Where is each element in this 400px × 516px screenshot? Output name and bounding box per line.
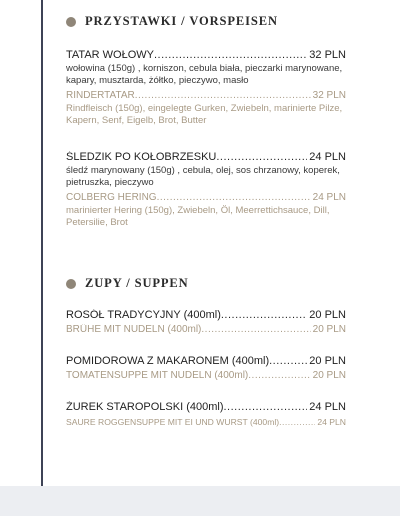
item-name-pl: ŻUREK STAROPOLSKI (400ml) xyxy=(66,401,224,413)
page-bottom-margin xyxy=(0,486,400,516)
item-name-de: BRÜHE MIT NUDELN (400ml) xyxy=(66,324,202,335)
vertical-accent-line xyxy=(41,0,43,486)
item-name-de: SAURE ROGGENSUPPE MIT EI UND WURST (400ml) xyxy=(66,417,280,427)
item-name-pl: TATAR WOŁOWY xyxy=(66,49,154,61)
item-description-de: Rindfleisch (150g), eingelegte Gurken, Zwiebeln, marinierte Pilze, Kapern, Senf, Eigelb, Brot, Butter xyxy=(66,103,343,126)
item-line-pl xyxy=(66,401,346,414)
section-header-starters xyxy=(66,14,278,29)
item-description-pl: śledź marynowany (150g) , cebula, olej, sos chrzanowy, koperek, pietruszka, pieczywo xyxy=(66,165,340,188)
section-title: PRZYSTAWKI / VORSPEISEN xyxy=(85,14,278,28)
leader-dots xyxy=(269,355,307,368)
item-line-pl xyxy=(66,309,346,322)
item-description-de: marinierter Hering (150g), Zwiebeln, Öl, Meerrettichsauce, Dill, Petersilie, Brot xyxy=(66,205,330,228)
section-title: ZUPY / SUPPEN xyxy=(85,276,189,290)
leader-dots xyxy=(154,49,307,62)
item-line-pl xyxy=(66,355,346,368)
menu-item-zurek xyxy=(66,401,346,428)
leader-dots xyxy=(221,309,307,322)
leader-dots xyxy=(248,370,310,382)
item-line-de xyxy=(66,90,346,102)
leader-dots xyxy=(216,151,307,164)
leader-dots xyxy=(224,401,308,414)
item-price-pl: 24 PLN xyxy=(309,151,346,163)
item-price-de: 24 PLN xyxy=(312,192,346,203)
item-name-de: COLBERG HERING xyxy=(66,192,157,203)
bullet-dot-icon xyxy=(66,279,76,289)
item-name-pl: ROSÓŁ TRADYCYJNY (400ml) xyxy=(66,309,221,321)
leader-dots xyxy=(135,90,311,102)
menu-item-tatar xyxy=(66,49,346,126)
leader-dots xyxy=(201,324,310,336)
item-price-de: 24 PLN xyxy=(317,417,346,427)
item-line-de xyxy=(66,324,346,336)
item-line-de xyxy=(66,370,346,382)
bullet-dot-icon xyxy=(66,17,76,27)
item-line-de xyxy=(66,416,346,428)
item-price-pl: 20 PLN xyxy=(309,355,346,367)
item-name-de: RINDERTATAR xyxy=(66,90,135,101)
item-name-pl: POMIDOROWA Z MAKARONEM (400ml) xyxy=(66,355,270,367)
leader-dots xyxy=(157,192,311,204)
item-price-pl: 24 PLN xyxy=(309,401,346,413)
item-price-pl: 32 PLN xyxy=(309,49,346,61)
section-header-soups xyxy=(66,276,189,291)
item-price-de: 32 PLN xyxy=(312,90,346,101)
item-name-de: TOMATENSUPPE MIT NUDELN (400ml) xyxy=(66,370,249,381)
item-line-pl xyxy=(66,49,346,62)
menu-item-sledzik xyxy=(66,151,346,228)
item-line-de xyxy=(66,192,346,204)
item-price-de: 20 PLN xyxy=(312,324,346,335)
item-price-de: 20 PLN xyxy=(312,370,346,381)
menu-item-pomidorowa xyxy=(66,355,346,382)
item-name-pl: ŚLEDZIK PO KOŁOBRZESKU xyxy=(66,151,217,163)
item-description-pl: wołowina (150g) , korniszon, cebula biała, pieczarki marynowane, kapary, musztarda, żółtko, pieczywo, masło xyxy=(66,63,343,86)
leader-dots xyxy=(279,416,315,428)
item-line-pl xyxy=(66,151,346,164)
item-price-pl: 20 PLN xyxy=(309,309,346,321)
menu-item-rosol xyxy=(66,309,346,336)
